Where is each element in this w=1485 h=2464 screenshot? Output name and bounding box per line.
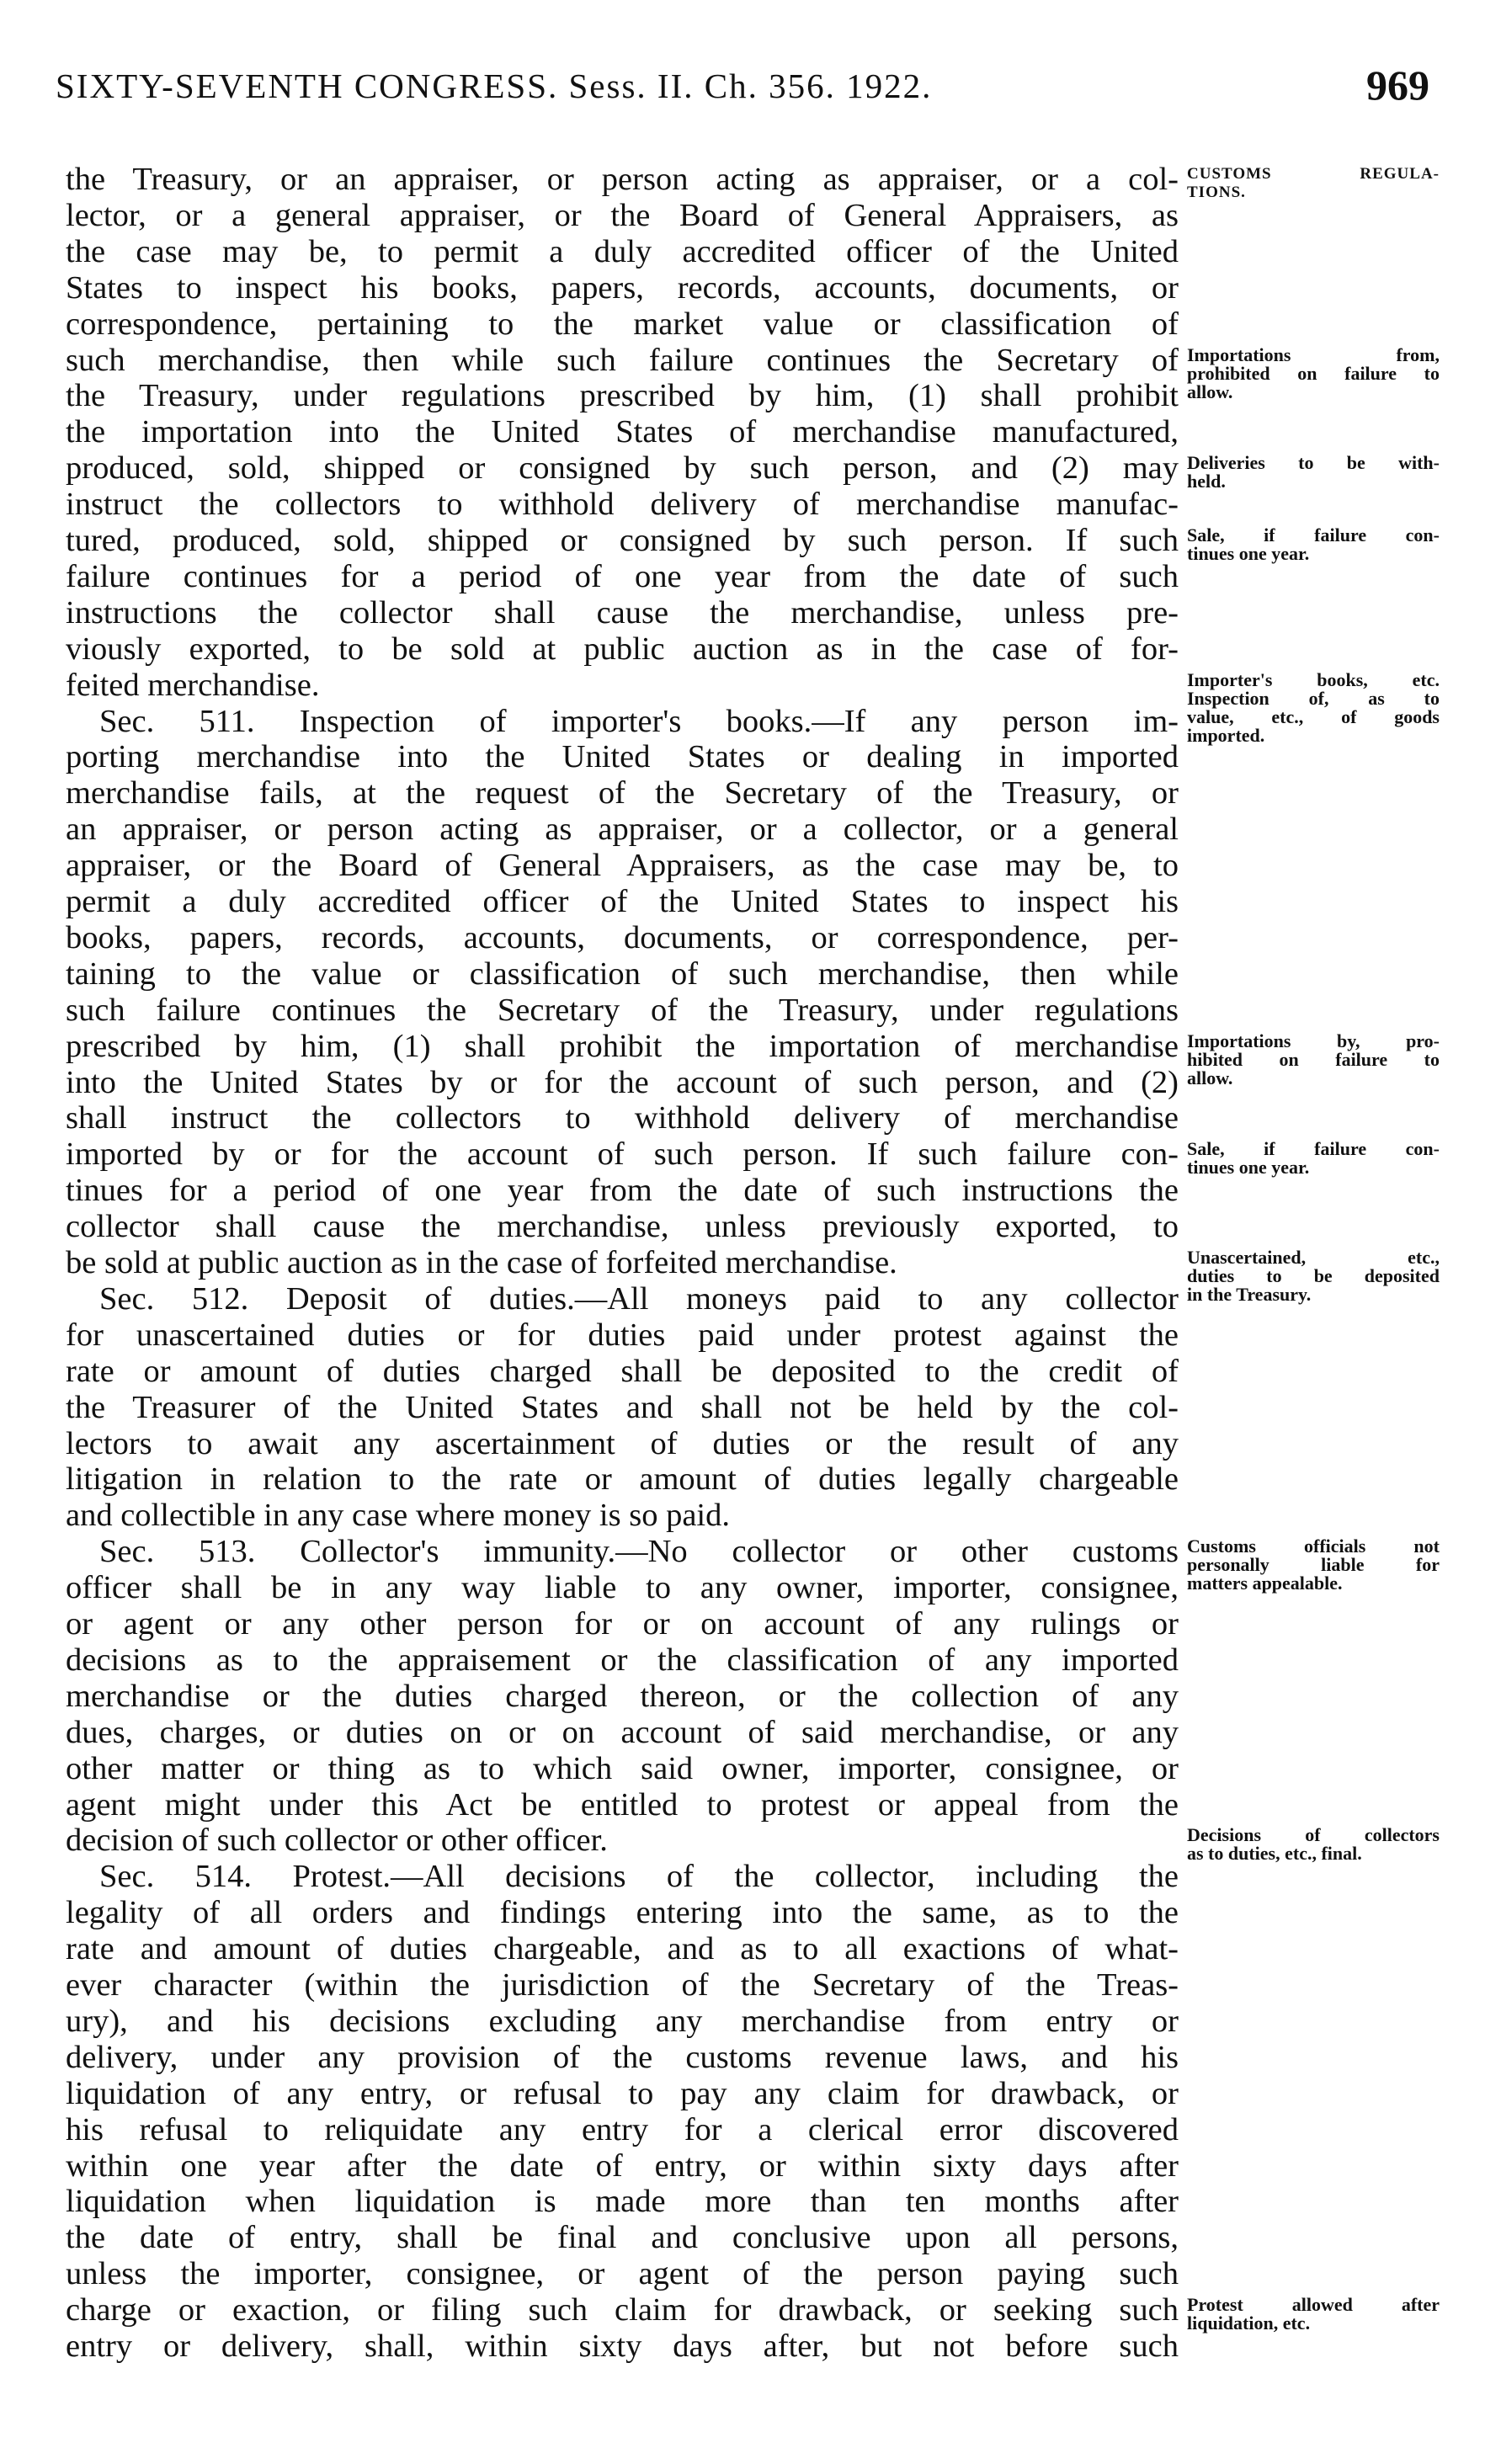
body-line: his refusal to reliquidate any entry for a clerical error discovered [66,2111,1179,2147]
body-line: decision of such collector or other officer. [66,1823,608,1859]
margin-note [1187,1826,1440,1863]
body-line: rate and amount of duties chargeable, and as to all exactions of what- [66,1931,1179,1967]
body-line: decisions as to the appraisement or the classification of any imported [66,1642,1179,1678]
body-line: legality of all orders and findings entering into the same, as to the [66,1895,1179,1931]
body-line: merchandise fails, at the request of the Secretary of the Treasury, or [66,775,1179,812]
body-line: taining to the value or classification of such merchandise, then while [66,955,1179,992]
body-line: the importation into the United States of merchandise manufactured, [66,414,1179,450]
body-line: such merchandise, then while such failure continues the Secretary of [66,342,1179,378]
running-head [56,61,1429,116]
body-line: officer shall be in any way liable to any owner, importer, consignee, [66,1570,1179,1606]
margin-note [1187,668,1440,746]
margin-note [1187,2296,1440,2333]
body-line: dues, charges, or duties on or on account of said merchandise, or any [66,1714,1179,1750]
margin-note-line: Decisions of collectors [1187,1824,1440,1846]
body-line: instructions the collector shall cause the merchandise, unless pre- [66,594,1179,631]
margin-note-line: Importations by, pro- [1187,1030,1440,1051]
body-line: States to inspect his books, papers, records, accounts, documents, or [66,269,1179,306]
margin-note-line: held. [1187,471,1226,492]
body-line: for unascertained duties or for duties paid under protest against the [66,1317,1179,1353]
body-line: entry or delivery, shall, within sixty days after, but not before such [66,2328,1179,2364]
body-line: Sec. 512. Deposit of duties.—All moneys paid to any collector [99,1280,1179,1317]
body-line: ever character (within the jurisdiction of the Secretary of the Treas- [66,1967,1179,2003]
margin-note-line: Customs officials not [1187,1535,1440,1557]
margin-note-line: Deliveries to be with- [1187,452,1440,474]
margin-note-line: liquidation, etc. [1187,2312,1311,2334]
body-line: delivery, under any provision of the customs revenue laws, and his [66,2039,1179,2075]
body-line: rate or amount of duties charged shall be deposited to the credit of [66,1353,1179,1389]
body-line: unless the importer, consignee, or agent of the person paying such [66,2256,1179,2292]
margin-note-line: Protest allowed after [1187,2294,1440,2316]
body-line: viously exported, to be sold at public auction as in the case of for- [66,631,1179,667]
body-line: into the United States by or for the account of such person, and (2) [66,1064,1179,1100]
body-line: lectors to await any ascertainment of duties or the result of any [66,1425,1179,1461]
page-number: 969 [1366,61,1429,109]
body-line: correspondence, pertaining to the market value or classification of [66,306,1179,342]
body-line: or agent or any other person for or on account of any rulings or [66,1606,1179,1642]
body-line: litigation in relation to the rate or amount of duties legally chargeable [66,1461,1179,1498]
body-line: such failure continues the Secretary of the Treasury, under regulations [66,992,1179,1028]
body-line: Sec. 513. Collector's immunity.—No collector or other customs [99,1534,1179,1570]
body-line: produced, sold, shipped or consigned by such person, and (2) may [66,450,1179,487]
margin-note-line: hibited on failure to [1187,1048,1440,1070]
body-line: ury), and his decisions excluding any merchandise from entry or [66,2003,1179,2039]
margin-note [1187,526,1440,563]
margin-note-line: Importations from, [1187,343,1440,365]
margin-note-line: Inspection of, as to [1187,687,1440,709]
body-line: permit a duly accredited officer of the United States to inspect his [66,884,1179,919]
body-line: Sec. 514. Protest.—All decisions of the collector, including the [99,1859,1179,1895]
body-line: tured, produced, sold, shipped or consigned by such person. If such [66,523,1179,558]
margin-note-line: Sale, if failure con- [1187,1138,1440,1160]
margin-note-line: tinues one year. [1187,1157,1310,1179]
margin-note-line: Importer's books, etc. [1187,668,1440,690]
body-line: shall instruct the collectors to withhold delivery of merchandise [66,1100,1179,1136]
body-line: agent might under this Act be entitled to protest or appeal from the [66,1786,1179,1823]
body-line: instruct the collectors to withhold delivery of merchandise manufac- [66,487,1179,523]
margin-note-line: Sale, if failure con- [1187,524,1440,545]
margin-note [1187,1537,1440,1593]
body-line: books, papers, records, accounts, documents, or correspondence, per- [66,919,1179,955]
margin-note [1187,343,1440,402]
body-line: an appraiser, or person acting as appraiser, or a collector, or a general [66,812,1179,848]
body-line: feited merchandise. [66,667,320,703]
margin-note-line: allow. [1187,1067,1233,1088]
body-line: the Treasury, under regulations prescribed by him, (1) shall prohibit [66,378,1179,414]
margin-note-line: personally liable for [1187,1554,1440,1576]
body-line: the case may be, to permit a duly accredited officer of the United [66,233,1179,269]
body-line: appraiser, or the Board of General Appraisers, as the case may be, to [66,848,1179,884]
margin-note [1187,1140,1440,1177]
body-line: collector shall cause the merchandise, unless previously exported, to [66,1209,1179,1245]
body-line: Sec. 511. Inspection of importer's books.—If any person im- [99,703,1179,739]
margin-note-line: prohibited on failure to [1187,362,1440,384]
margin-note [1187,1248,1440,1304]
body-line: imported by or for the account of such person. If such failure con- [66,1136,1179,1173]
body-line: charge or exaction, or filing such claim for drawback, or seeking such [66,2292,1179,2328]
margin-note-line: as to duties, etc., final. [1187,1843,1362,1865]
margin-note-line: matters appealable. [1187,1573,1343,1594]
margin-note-line: CUSTOMS REGULA- [1187,165,1440,183]
body-line: liquidation when liquidation is made more than ten months after [66,2184,1179,2220]
margin-note-line: TIONS. [1187,184,1246,201]
margin-note-line: tinues one year. [1187,543,1310,564]
body-line: lector, or a general appraiser, or the Board of General Appraisers, as [66,197,1179,233]
body-line: within one year after the date of entry, or within sixty days after [66,2147,1179,2184]
body-line: failure continues for a period of one year from the date of such [66,558,1179,594]
margin-note [1187,454,1440,491]
margin-note-line: Unascertained, etc., [1187,1247,1440,1268]
body-line: and collectible in any case where money is so paid. [66,1498,730,1534]
body-line: the date of entry, shall be final and conclusive upon all persons, [66,2220,1179,2256]
body-line: be sold at public auction as in the case of forfeited merchandise. [66,1245,897,1280]
margin-note-line: duties to be deposited [1187,1265,1440,1286]
body-line: prescribed by him, (1) shall prohibit the importation of merchandise [66,1028,1179,1064]
margin-note [1187,165,1440,202]
body-line: other matter or thing as to which said owner, importer, consignee, or [66,1750,1179,1786]
body-line: merchandise or the duties charged thereon, or the collection of any [66,1678,1179,1714]
margin-note-line: value, etc., of goods [1187,705,1440,727]
margin-note-line: in the Treasury. [1187,1284,1312,1305]
body-line: liquidation of any entry, or refusal to pay any claim for drawback, or [66,2075,1179,2111]
body-line: porting merchandise into the United States or dealing in imported [66,739,1179,775]
running-head-title: SIXTY-SEVENTH CONGRESS. Sess. II. Ch. 356. 1922. [56,67,933,105]
body-line: the Treasurer of the United States and shall not be held by the col- [66,1389,1179,1425]
body-line: tinues for a period of one year from the date of such instructions the [66,1173,1179,1209]
margin-note [1187,1032,1440,1088]
margin-note-line: allow. [1187,381,1233,402]
body-line: the Treasury, or an appraiser, or person acting as appraiser, or a col- [66,162,1179,197]
margin-note-line: imported. [1187,724,1265,746]
